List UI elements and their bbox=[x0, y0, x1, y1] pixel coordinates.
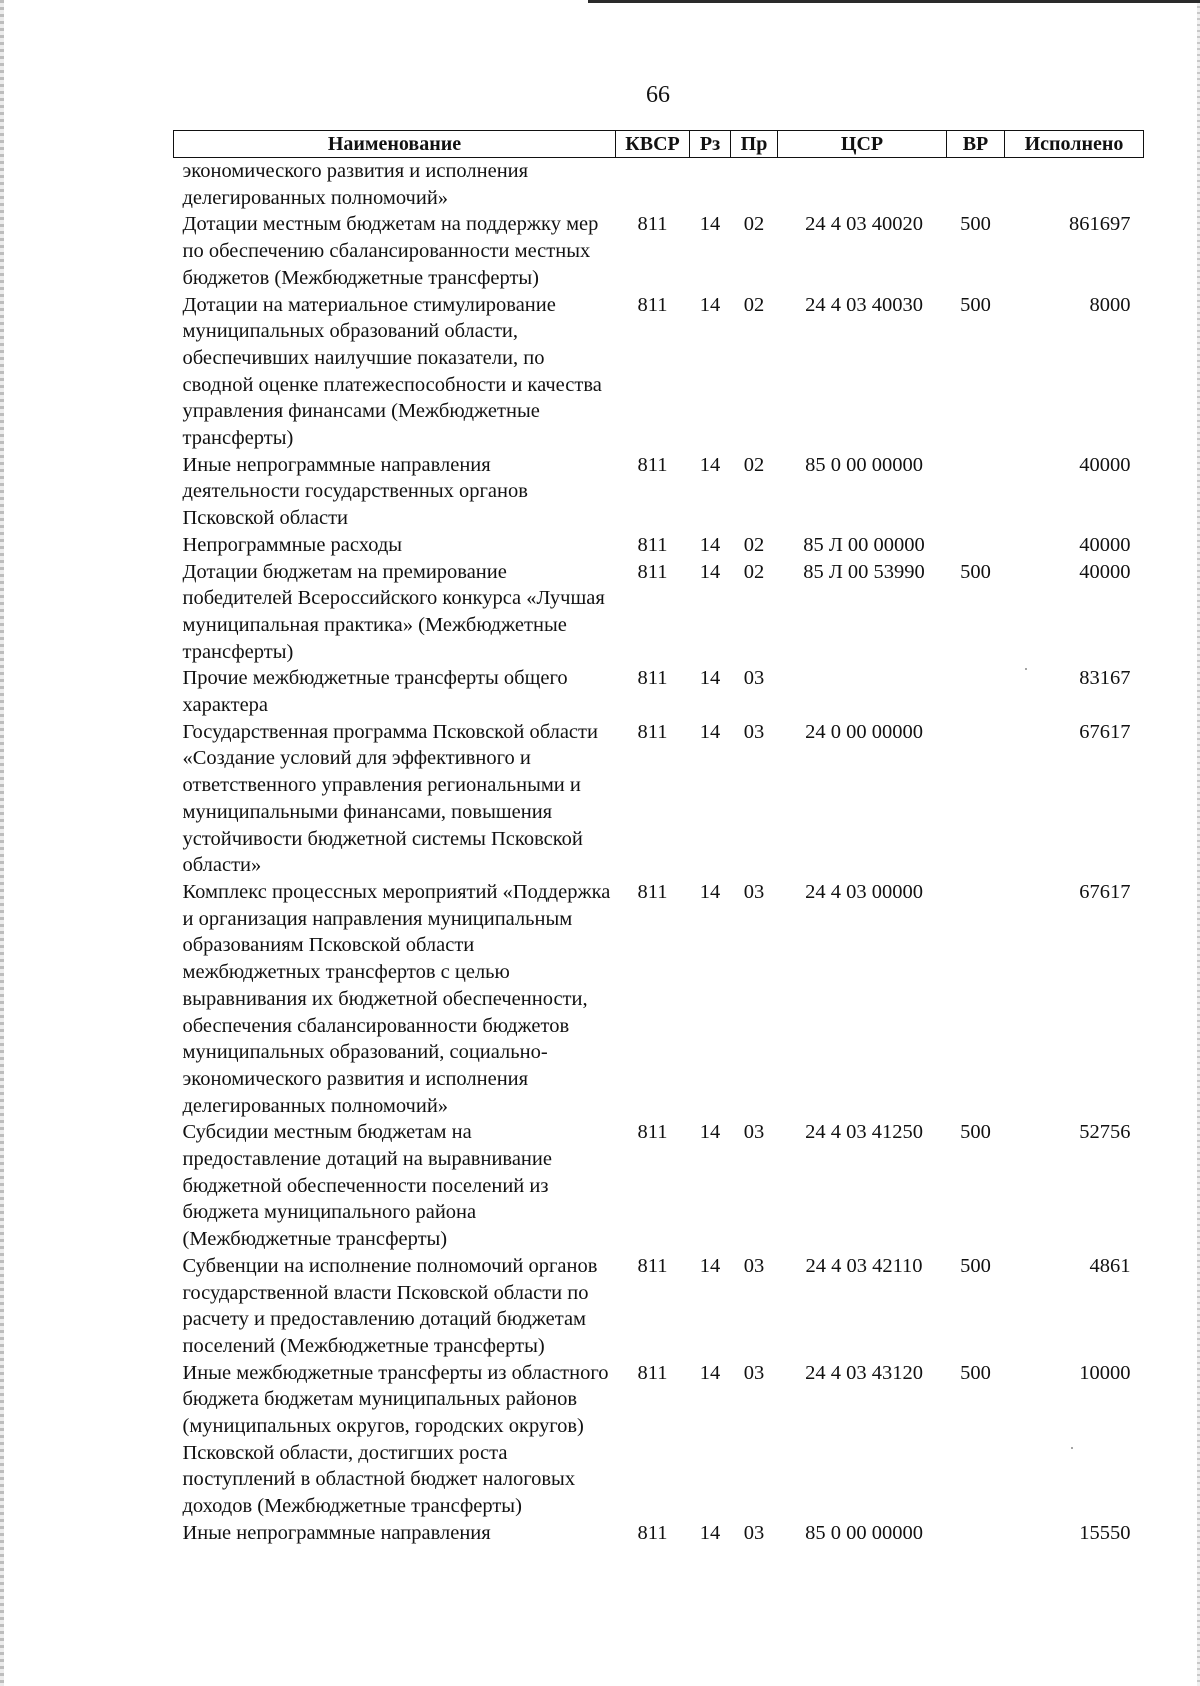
cell-kvsr: 811 bbox=[637, 1361, 668, 1384]
cell-pr: 03 bbox=[743, 880, 765, 903]
cell-isp: 4861 bbox=[1089, 1254, 1131, 1277]
cell-isp: 83167 bbox=[1079, 667, 1131, 690]
cell-isp: 15550 bbox=[1079, 1521, 1131, 1544]
scan-edge-left bbox=[0, 0, 4, 1686]
cell-rz: 14 bbox=[699, 213, 721, 236]
cell-rz: 14 bbox=[699, 293, 721, 316]
cell-name: Прочие межбюджетные трансферты общего характера bbox=[182, 667, 568, 717]
budget-table-container bbox=[173, 130, 1143, 1547]
cell-rz: 14 bbox=[699, 1521, 721, 1544]
budget-table bbox=[173, 130, 1144, 1547]
cell-rz: 14 bbox=[699, 1254, 721, 1277]
scan-speck bbox=[1071, 1447, 1073, 1449]
table-row bbox=[174, 719, 1144, 879]
cell-csr: 24 4 03 40030 bbox=[805, 293, 923, 316]
cell-rz: 14 bbox=[699, 1121, 721, 1144]
header-name: Наименование bbox=[174, 131, 616, 158]
cell-rz: 14 bbox=[699, 1361, 721, 1384]
table-row bbox=[174, 158, 1144, 212]
cell-csr: 24 4 03 42110 bbox=[805, 1254, 923, 1277]
cell-isp: 40000 bbox=[1079, 560, 1131, 583]
cell-name: Непрограммные расходы bbox=[182, 533, 403, 556]
cell-vr bbox=[947, 879, 1005, 1119]
cell-vr bbox=[947, 665, 1005, 718]
table-row bbox=[174, 292, 1144, 452]
cell-vr: 500 bbox=[960, 1361, 991, 1384]
cell-rz bbox=[690, 158, 731, 212]
cell-kvsr bbox=[616, 158, 690, 212]
cell-rz: 14 bbox=[699, 453, 721, 476]
cell-isp: 40000 bbox=[1079, 533, 1131, 556]
header-rz: Рз bbox=[690, 131, 731, 158]
cell-name: Дотации бюджетам на премирование победителей Всероссийского конкурса «Лучшая муниципальная практика» (Межбюджетные трансферты) bbox=[182, 560, 605, 663]
table-row bbox=[174, 1253, 1144, 1360]
cell-vr bbox=[947, 719, 1005, 879]
header-pr: Пр bbox=[731, 131, 778, 158]
table-row bbox=[174, 452, 1144, 532]
header-vr: ВР bbox=[947, 131, 1005, 158]
cell-vr: 500 bbox=[960, 293, 991, 316]
cell-name: Субвенции на исполнение полномочий органов государственной власти Псковской области по расчету и предоставлению дотаций бюджетам поселений (Межбюджетные трансферты) bbox=[182, 1254, 598, 1357]
cell-vr: 500 bbox=[960, 560, 991, 583]
cell-isp: 861697 bbox=[1069, 213, 1131, 236]
scan-top-rule bbox=[588, 0, 1200, 3]
cell-pr: 02 bbox=[743, 533, 765, 556]
cell-pr bbox=[731, 158, 778, 212]
header-kvsr: КВСР bbox=[616, 131, 690, 158]
table-row bbox=[174, 532, 1144, 559]
cell-isp: 10000 bbox=[1079, 1361, 1131, 1384]
cell-kvsr: 811 bbox=[637, 213, 668, 236]
cell-pr: 03 bbox=[743, 1361, 765, 1384]
cell-rz: 14 bbox=[699, 667, 721, 690]
cell-name: Дотации местным бюджетам на поддержку мер по обеспечению сбалансированности местных бюджетов (Межбюджетные трансферты) bbox=[182, 213, 599, 289]
cell-name: Государственная программа Псковской области «Создание условий для эффективного и ответственного управления региональными и муниципальными финансами, повышения устойчивости бюджетной системы Псковской области» bbox=[182, 720, 598, 877]
cell-kvsr: 811 bbox=[637, 453, 668, 476]
cell-csr: 24 4 03 41250 bbox=[805, 1121, 923, 1144]
cell-pr: 02 bbox=[743, 560, 765, 583]
header-csr: ЦСР bbox=[778, 131, 947, 158]
cell-name: Субсидии местным бюджетам на предоставление дотаций на выравнивание бюджетной обеспеченности поселений из бюджета муниципального района (Межбюджетные трансферты) bbox=[182, 1121, 552, 1251]
cell-kvsr: 811 bbox=[637, 667, 668, 690]
cell-vr: 500 bbox=[960, 1254, 991, 1277]
cell-name: Иные непрограммные направления деятельности государственных органов Псковской области bbox=[182, 453, 528, 530]
cell-pr: 02 bbox=[743, 453, 765, 476]
cell-isp: 52756 bbox=[1079, 1121, 1131, 1144]
cell-name: Иные непрограммные направления bbox=[182, 1521, 491, 1544]
table-header bbox=[174, 131, 1144, 158]
cell-name: экономического развития и исполнения делегированных полномочий» bbox=[182, 160, 529, 209]
cell-csr: 85 Л 00 53990 bbox=[803, 560, 925, 583]
cell-name: Иные межбюджетные трансферты из областного бюджета бюджетам муниципальных районов (муниципальных округов, городских округов) Псковской области, достигших роста поступлений в областной бюджет налоговых доходов (Межбюджетные трансферты) bbox=[182, 1361, 609, 1518]
table-row bbox=[174, 1520, 1144, 1547]
cell-csr: 24 4 03 40020 bbox=[805, 213, 923, 236]
cell-pr: 03 bbox=[743, 720, 765, 743]
cell-rz: 14 bbox=[699, 880, 721, 903]
cell-vr bbox=[947, 452, 1005, 532]
cell-csr bbox=[778, 665, 947, 718]
cell-rz: 14 bbox=[699, 533, 721, 556]
cell-csr bbox=[778, 158, 947, 212]
table-row bbox=[174, 879, 1144, 1119]
cell-rz: 14 bbox=[699, 560, 721, 583]
cell-vr: 500 bbox=[960, 213, 991, 236]
page-number: 66 bbox=[646, 82, 670, 108]
cell-vr: 500 bbox=[960, 1121, 991, 1144]
cell-pr: 02 bbox=[743, 213, 765, 236]
cell-name: Комплекс процессных мероприятий «Поддержка и организация направления муниципальным образованиям Псковской области межбюджетных трансфертов с целью выравнивания их бюджетной обеспеченности, обеспечения сбалансированности бюджетов муниципальных образований, социально-экономического развития и исполнения делегированных полномочий» bbox=[182, 880, 611, 1117]
table-row bbox=[174, 1360, 1144, 1520]
cell-kvsr: 811 bbox=[637, 533, 668, 556]
header-isp: Исполнено bbox=[1005, 131, 1144, 158]
cell-csr: 85 0 00 00000 bbox=[805, 1521, 923, 1544]
cell-csr: 24 0 00 00000 bbox=[805, 720, 923, 743]
cell-csr: 85 Л 00 00000 bbox=[803, 533, 925, 556]
scan-speck bbox=[1025, 668, 1027, 670]
cell-isp: 67617 bbox=[1079, 880, 1131, 903]
cell-vr bbox=[947, 158, 1005, 212]
cell-pr: 03 bbox=[743, 1521, 765, 1544]
cell-isp: 40000 bbox=[1079, 453, 1131, 476]
cell-kvsr: 811 bbox=[637, 1254, 668, 1277]
cell-kvsr: 811 bbox=[637, 560, 668, 583]
cell-kvsr: 811 bbox=[637, 880, 668, 903]
table-row bbox=[174, 559, 1144, 666]
header-row bbox=[174, 131, 1144, 158]
cell-kvsr: 811 bbox=[637, 1121, 668, 1144]
cell-kvsr: 811 bbox=[637, 720, 668, 743]
cell-pr: 03 bbox=[743, 667, 765, 690]
table-row bbox=[174, 665, 1144, 718]
table-row bbox=[174, 1119, 1144, 1253]
cell-pr: 03 bbox=[743, 1121, 765, 1144]
table-body bbox=[174, 158, 1144, 1547]
cell-pr: 02 bbox=[743, 293, 765, 316]
cell-rz: 14 bbox=[699, 720, 721, 743]
cell-kvsr: 811 bbox=[637, 1521, 668, 1544]
cell-csr: 24 4 03 43120 bbox=[805, 1361, 923, 1384]
cell-vr bbox=[947, 1520, 1005, 1547]
table-row bbox=[174, 211, 1144, 291]
cell-vr bbox=[947, 532, 1005, 559]
cell-isp bbox=[1005, 158, 1144, 212]
cell-kvsr: 811 bbox=[637, 293, 668, 316]
cell-csr: 24 4 03 00000 bbox=[805, 880, 923, 903]
cell-pr: 03 bbox=[743, 1254, 765, 1277]
cell-isp: 8000 bbox=[1089, 293, 1131, 316]
cell-csr: 85 0 00 00000 bbox=[805, 453, 923, 476]
cell-name: Дотации на материальное стимулирование муниципальных образований области, обеспечивших наилучшие показатели, по сводной оценке платежеспособности и качества управления финансами (Межбюджетные трансферты) bbox=[182, 293, 602, 450]
cell-isp: 67617 bbox=[1079, 720, 1131, 743]
